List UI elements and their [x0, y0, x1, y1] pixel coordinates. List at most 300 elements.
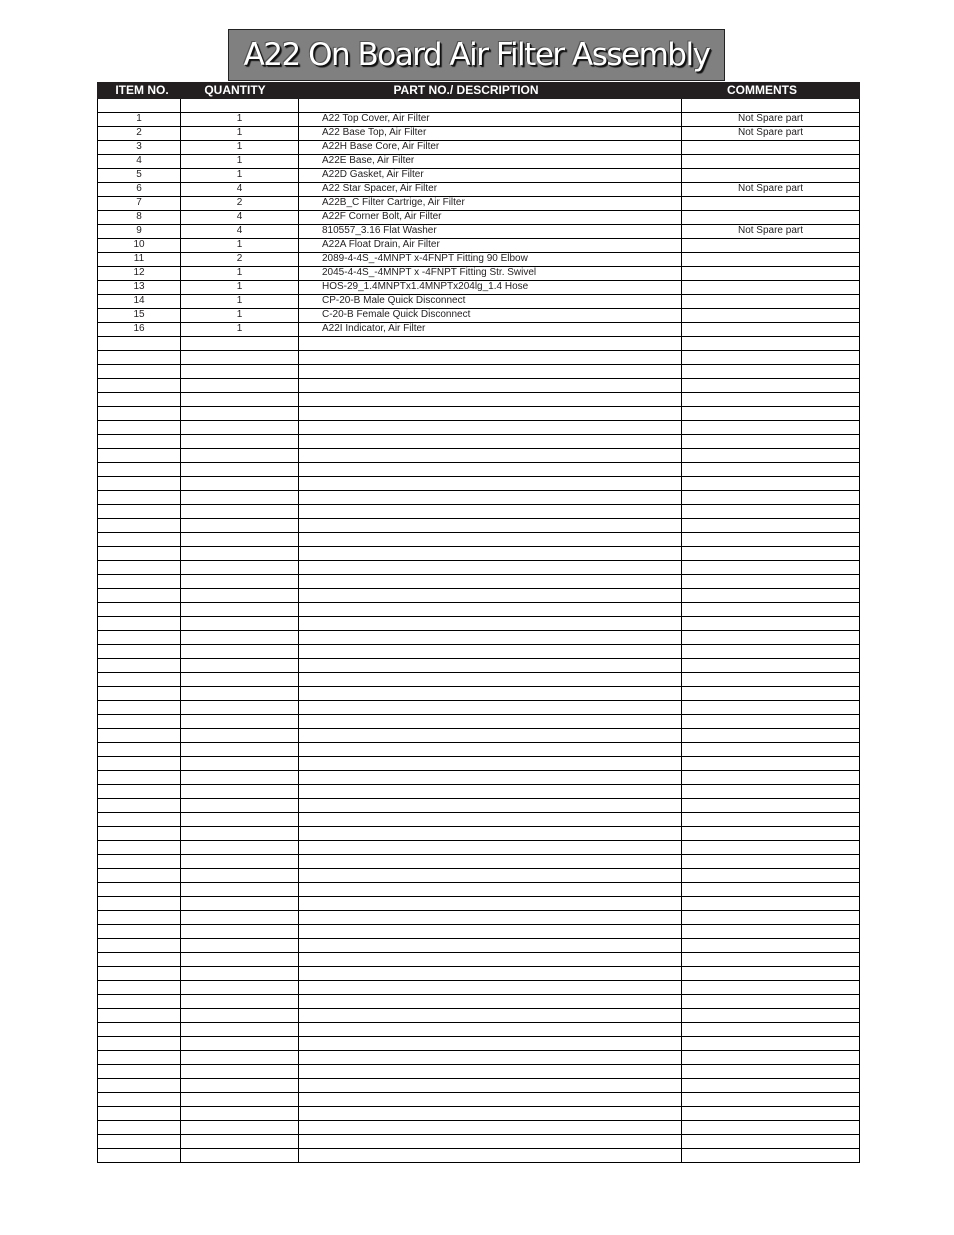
table-row — [98, 603, 859, 617]
quantity-cell: 1 — [236, 295, 243, 306]
comment-cell — [682, 1037, 859, 1050]
quantity-cell — [181, 659, 298, 672]
comment-cell — [682, 911, 859, 924]
item-no-cell — [98, 659, 180, 672]
item-no-cell — [98, 953, 180, 966]
description-cell — [299, 967, 681, 980]
table-row — [98, 1093, 859, 1107]
item-no-cell: 13 — [133, 281, 145, 292]
quantity-cell — [181, 631, 298, 644]
table-row — [98, 449, 859, 463]
description-cell — [299, 1149, 681, 1162]
description-cell: A22D Gasket, Air Filter — [322, 169, 424, 180]
description-cell — [299, 659, 681, 672]
quantity-cell — [181, 449, 298, 462]
quantity-cell — [181, 491, 298, 504]
item-no-cell — [98, 1065, 180, 1078]
description-cell — [299, 995, 681, 1008]
table-row — [98, 533, 859, 547]
comment-cell — [682, 99, 859, 112]
description-cell — [299, 897, 681, 910]
description-cell — [299, 841, 681, 854]
table-row — [98, 1149, 859, 1163]
quantity-cell — [181, 533, 298, 546]
table-row — [98, 1065, 859, 1079]
quantity-cell — [181, 1037, 298, 1050]
comment-cell — [682, 491, 859, 504]
description-cell — [299, 1135, 681, 1148]
description-cell — [299, 575, 681, 588]
table-row — [98, 169, 859, 183]
item-no-cell — [98, 491, 180, 504]
quantity-cell — [181, 715, 298, 728]
item-no-cell: 4 — [136, 155, 142, 166]
item-no-cell — [98, 407, 180, 420]
table-row — [98, 729, 859, 743]
comment-cell: Not Spare part — [737, 113, 804, 124]
item-no-cell: 12 — [133, 267, 145, 278]
item-no-cell — [98, 1051, 180, 1064]
quantity-cell: 1 — [236, 141, 243, 152]
description-cell: A22I Indicator, Air Filter — [322, 323, 426, 334]
description-cell: A22E Base, Air Filter — [322, 155, 415, 166]
table-row — [98, 281, 859, 295]
quantity-cell — [181, 421, 298, 434]
comment-cell — [682, 589, 859, 602]
quantity-cell — [181, 1107, 298, 1120]
comment-cell — [682, 897, 859, 910]
table-row — [98, 267, 859, 281]
quantity-cell — [181, 953, 298, 966]
description-cell — [299, 99, 681, 112]
item-no-cell — [98, 883, 180, 896]
item-no-cell — [98, 995, 180, 1008]
item-no-cell — [98, 729, 180, 742]
item-no-cell — [98, 673, 180, 686]
table-row — [98, 141, 859, 155]
description-cell: C-20-B Female Quick Disconnect — [322, 309, 471, 320]
quantity-cell — [181, 435, 298, 448]
description-cell — [299, 813, 681, 826]
comment-cell — [682, 547, 859, 560]
description-cell — [299, 1079, 681, 1092]
quantity-cell — [181, 337, 298, 350]
table-row — [98, 239, 859, 253]
item-no-cell — [98, 617, 180, 630]
description-cell — [299, 687, 681, 700]
quantity-cell — [181, 1093, 298, 1106]
description-cell — [299, 673, 681, 686]
item-no-cell — [98, 393, 180, 406]
description-cell — [299, 981, 681, 994]
quantity-cell — [181, 813, 298, 826]
description-cell — [299, 953, 681, 966]
comment-cell — [682, 407, 859, 420]
comment-cell — [682, 477, 859, 490]
quantity-cell — [181, 617, 298, 630]
table-row — [98, 995, 859, 1009]
table-row — [98, 1121, 859, 1135]
description-cell — [299, 631, 681, 644]
table-row — [98, 155, 859, 169]
description-cell: 810557_3.16 Flat Washer — [322, 225, 437, 236]
title-banner — [228, 29, 725, 81]
quantity-cell — [181, 99, 298, 112]
page-title: A22 On Board Air Filter Assembly — [243, 37, 710, 73]
item-no-cell — [98, 701, 180, 714]
header-item-no: ITEM NO. — [115, 83, 169, 97]
item-no-cell: 3 — [136, 141, 142, 152]
description-cell — [299, 757, 681, 770]
quantity-cell — [181, 799, 298, 812]
table-row — [98, 687, 859, 701]
quantity-cell: 4 — [236, 183, 243, 194]
item-no-cell — [98, 897, 180, 910]
description-cell: HOS-29_1.4MNPTx1.4MNPTx204lg_1.4 Hose — [322, 281, 529, 292]
comment-cell — [682, 393, 859, 406]
comment-cell — [682, 337, 859, 350]
description-cell — [299, 827, 681, 840]
description-cell — [299, 939, 681, 952]
quantity-cell — [181, 561, 298, 574]
description-cell — [299, 1009, 681, 1022]
item-no-cell — [98, 1149, 180, 1162]
comment-cell — [682, 295, 859, 308]
table-row — [98, 309, 859, 323]
item-no-cell: 5 — [136, 169, 142, 180]
comment-cell — [682, 1009, 859, 1022]
comment-cell — [682, 827, 859, 840]
description-cell: 2089-4-4S_-4MNPT x-4FNPT Fitting 90 Elbow — [322, 253, 528, 264]
comment-cell — [682, 687, 859, 700]
quantity-cell — [181, 1009, 298, 1022]
quantity-cell — [181, 981, 298, 994]
description-cell — [299, 561, 681, 574]
description-cell — [299, 1093, 681, 1106]
quantity-cell — [181, 995, 298, 1008]
comment-cell — [682, 967, 859, 980]
header-quantity: QUANTITY — [204, 83, 266, 97]
item-no-cell — [98, 911, 180, 924]
description-cell — [299, 855, 681, 868]
quantity-cell — [181, 351, 298, 364]
table-row — [98, 393, 859, 407]
quantity-cell: 4 — [236, 225, 243, 236]
item-no-cell — [98, 771, 180, 784]
quantity-cell — [181, 841, 298, 854]
table-row — [98, 379, 859, 393]
description-cell — [299, 351, 681, 364]
description-cell — [299, 1065, 681, 1078]
description-cell: A22 Base Top, Air Filter — [322, 127, 427, 138]
table-row — [98, 883, 859, 897]
quantity-cell — [181, 869, 298, 882]
item-no-cell — [98, 533, 180, 546]
quantity-cell — [181, 505, 298, 518]
description-cell — [299, 1023, 681, 1036]
item-no-cell — [98, 869, 180, 882]
description-cell: A22B_C Filter Cartrige, Air Filter — [322, 197, 465, 208]
item-no-cell — [98, 1023, 180, 1036]
quantity-cell — [181, 911, 298, 924]
table-row — [98, 127, 859, 141]
comment-cell — [682, 421, 859, 434]
table-row — [98, 981, 859, 995]
item-no-cell — [98, 785, 180, 798]
item-no-cell — [98, 743, 180, 756]
header-comments: COMMENTS — [727, 83, 797, 97]
description-cell — [299, 771, 681, 784]
description-cell — [299, 533, 681, 546]
quantity-cell — [181, 673, 298, 686]
quantity-cell — [181, 1149, 298, 1162]
table-row — [98, 659, 859, 673]
table-row — [98, 575, 859, 589]
table-row — [98, 421, 859, 435]
description-cell — [299, 463, 681, 476]
item-no-cell — [98, 589, 180, 602]
quantity-cell — [181, 687, 298, 700]
item-no-cell: 15 — [133, 309, 145, 320]
table-row — [98, 743, 859, 757]
quantity-cell — [181, 365, 298, 378]
comment-cell — [682, 883, 859, 896]
quantity-cell — [181, 925, 298, 938]
table-row — [98, 1051, 859, 1065]
item-no-cell — [98, 967, 180, 980]
table-row — [98, 323, 859, 337]
table-row — [98, 211, 859, 225]
description-cell — [299, 365, 681, 378]
comment-cell — [682, 1023, 859, 1036]
comment-cell — [682, 841, 859, 854]
comment-cell — [682, 1135, 859, 1148]
comment-cell — [682, 701, 859, 714]
quantity-cell — [181, 379, 298, 392]
comment-cell — [682, 1107, 859, 1120]
description-cell — [299, 477, 681, 490]
description-cell — [299, 645, 681, 658]
description-cell: A22A Float Drain, Air Filter — [322, 239, 440, 250]
item-no-cell: 14 — [133, 295, 145, 306]
comment-cell — [682, 519, 859, 532]
comment-cell — [682, 771, 859, 784]
item-no-cell — [98, 519, 180, 532]
item-no-cell — [98, 855, 180, 868]
item-no-cell — [98, 1135, 180, 1148]
comment-cell — [682, 715, 859, 728]
table-row — [98, 953, 859, 967]
item-no-cell: 11 — [133, 253, 145, 264]
quantity-cell: 1 — [236, 309, 243, 320]
table-row — [98, 701, 859, 715]
table-header — [97, 82, 860, 99]
table-row — [98, 589, 859, 603]
comment-cell — [682, 155, 859, 168]
table-row — [98, 561, 859, 575]
quantity-cell — [181, 463, 298, 476]
comment-cell — [682, 435, 859, 448]
table-row — [98, 295, 859, 309]
comment-cell — [682, 253, 859, 266]
quantity-cell — [181, 827, 298, 840]
description-cell — [299, 799, 681, 812]
comment-cell — [682, 1065, 859, 1078]
table-row — [98, 799, 859, 813]
comment-cell — [682, 211, 859, 224]
comment-cell — [682, 197, 859, 210]
item-no-cell — [98, 925, 180, 938]
quantity-cell — [181, 757, 298, 770]
comment-cell — [682, 463, 859, 476]
quantity-cell — [181, 519, 298, 532]
comment-cell — [682, 1051, 859, 1064]
item-no-cell — [98, 645, 180, 658]
quantity-cell — [181, 603, 298, 616]
item-no-cell — [98, 1093, 180, 1106]
description-cell — [299, 407, 681, 420]
description-cell — [299, 393, 681, 406]
comment-cell — [682, 281, 859, 294]
table-row — [98, 841, 859, 855]
item-no-cell — [98, 631, 180, 644]
description-cell — [299, 421, 681, 434]
item-no-cell — [98, 1121, 180, 1134]
description-cell — [299, 589, 681, 602]
item-no-cell — [98, 449, 180, 462]
table-row — [98, 757, 859, 771]
description-cell — [299, 925, 681, 938]
comment-cell — [682, 617, 859, 630]
comment-cell — [682, 813, 859, 826]
description-cell: A22H Base Core, Air Filter — [322, 141, 440, 152]
item-no-cell — [98, 981, 180, 994]
item-no-cell — [98, 827, 180, 840]
table-row — [98, 1135, 859, 1149]
comment-cell — [682, 1093, 859, 1106]
quantity-cell: 1 — [236, 169, 243, 180]
quantity-cell: 4 — [236, 211, 243, 222]
table-row — [98, 463, 859, 477]
description-cell: CP-20-B Male Quick Disconnect — [322, 295, 466, 306]
description-cell — [299, 379, 681, 392]
description-cell — [299, 729, 681, 742]
description-cell — [299, 603, 681, 616]
quantity-cell — [181, 785, 298, 798]
quantity-cell: 1 — [236, 155, 243, 166]
quantity-cell — [181, 477, 298, 490]
comment-cell — [682, 855, 859, 868]
comment-cell — [682, 351, 859, 364]
table-body — [97, 99, 860, 1163]
item-no-cell — [98, 1079, 180, 1092]
description-cell — [299, 1051, 681, 1064]
table-row — [98, 631, 859, 645]
item-no-cell — [98, 99, 180, 112]
comment-cell — [682, 309, 859, 322]
item-no-cell: 10 — [133, 239, 145, 250]
comment-cell — [682, 631, 859, 644]
table-row — [98, 1079, 859, 1093]
comment-cell — [682, 645, 859, 658]
table-row — [98, 911, 859, 925]
quantity-cell — [181, 897, 298, 910]
item-no-cell — [98, 365, 180, 378]
description-cell: 2045-4-4S_-4MNPT x -4FNPT Fitting Str. Swivel — [322, 267, 537, 278]
table-row — [98, 771, 859, 785]
description-cell — [299, 869, 681, 882]
table-row — [98, 869, 859, 883]
item-no-cell: 6 — [136, 183, 142, 194]
comment-cell — [682, 1121, 859, 1134]
description-cell — [299, 1037, 681, 1050]
table-row — [98, 1009, 859, 1023]
table-row — [98, 477, 859, 491]
comment-cell — [682, 533, 859, 546]
item-no-cell: 8 — [136, 211, 142, 222]
quantity-cell — [181, 1135, 298, 1148]
comment-cell — [682, 869, 859, 882]
quantity-cell — [181, 743, 298, 756]
quantity-cell — [181, 939, 298, 952]
table-row — [98, 519, 859, 533]
table-row — [98, 113, 859, 127]
item-no-cell — [98, 715, 180, 728]
comment-cell — [682, 379, 859, 392]
comment-cell — [682, 323, 859, 336]
quantity-cell — [181, 1051, 298, 1064]
quantity-cell — [181, 883, 298, 896]
item-no-cell — [98, 477, 180, 490]
item-no-cell — [98, 841, 180, 854]
table-row — [98, 99, 859, 113]
quantity-cell: 1 — [236, 323, 243, 334]
description-cell — [299, 491, 681, 504]
description-cell — [299, 1121, 681, 1134]
table-row — [98, 491, 859, 505]
table-row — [98, 645, 859, 659]
table-row — [98, 785, 859, 799]
comment-cell: Not Spare part — [737, 183, 804, 194]
comment-cell — [682, 365, 859, 378]
table-row — [98, 939, 859, 953]
quantity-cell — [181, 729, 298, 742]
comment-cell — [682, 939, 859, 952]
item-no-cell — [98, 1107, 180, 1120]
table-row — [98, 715, 859, 729]
item-no-cell — [98, 1009, 180, 1022]
item-no-cell — [98, 561, 180, 574]
comment-cell — [682, 757, 859, 770]
description-cell — [299, 1107, 681, 1120]
quantity-cell — [181, 547, 298, 560]
comment-cell — [682, 141, 859, 154]
comment-cell — [682, 449, 859, 462]
item-no-cell — [98, 813, 180, 826]
quantity-cell: 2 — [236, 253, 243, 264]
item-no-cell — [98, 421, 180, 434]
quantity-cell — [181, 855, 298, 868]
quantity-cell — [181, 393, 298, 406]
comment-cell — [682, 659, 859, 672]
description-cell: A22 Top Cover, Air Filter — [322, 113, 430, 124]
table-row — [98, 547, 859, 561]
item-no-cell — [98, 337, 180, 350]
quantity-cell — [181, 967, 298, 980]
description-cell: A22F Corner Bolt, Air Filter — [322, 211, 442, 222]
table-row — [98, 225, 859, 239]
table-row — [98, 505, 859, 519]
